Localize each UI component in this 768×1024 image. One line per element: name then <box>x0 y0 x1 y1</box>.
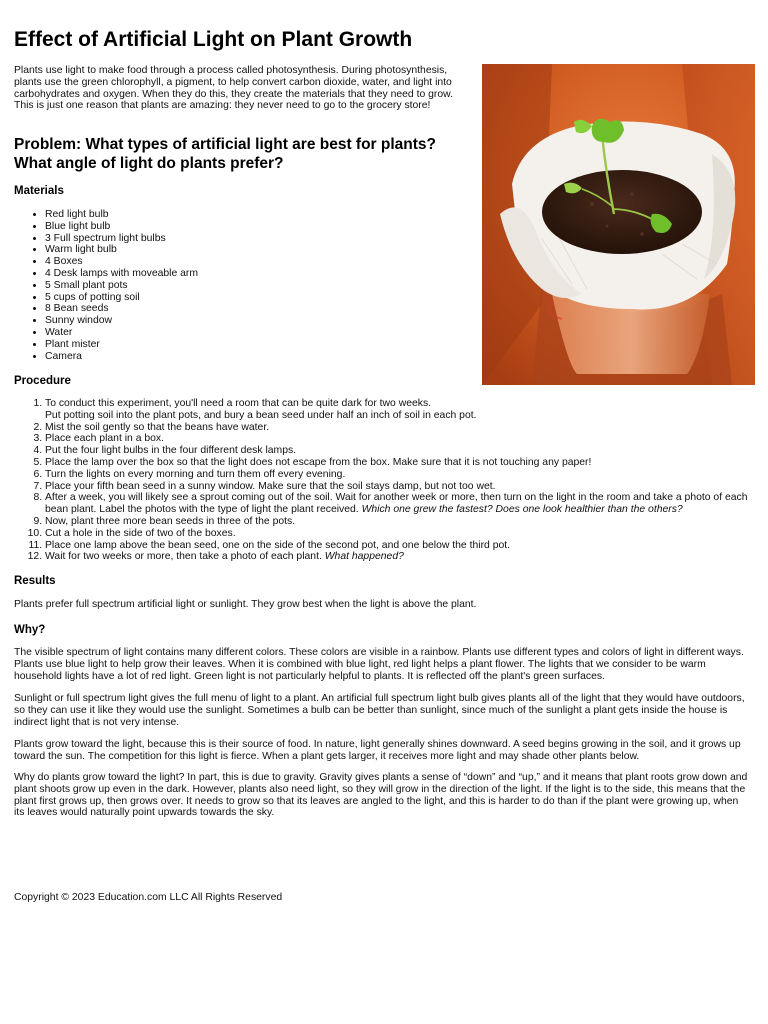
list-item: • 8 Bean seeds <box>45 303 198 315</box>
step-text: To conduct this experiment, you'll need a room that can be quite dark for two weeks. <box>45 398 432 409</box>
materials-heading: Materials <box>14 185 64 197</box>
procedure-step <box>45 528 756 540</box>
list-item: • Blue light bulb <box>45 221 198 233</box>
step-text: Place your fifth bean seed in a sunny window. Make sure that the soil stays damp, but not too wet. <box>45 480 496 492</box>
step-text: Place each plant in a box. <box>45 433 164 445</box>
procedure-step <box>45 551 756 563</box>
procedure-heading: Procedure <box>14 375 71 387</box>
why-heading: Why? <box>14 624 46 636</box>
procedure-step <box>45 492 756 516</box>
step-question: Which one grew the fastest? Does one look healthier than the others? <box>361 504 683 516</box>
step-text: Place the lamp over the box so that the light does not escape from the box. Make sure that it is not touching any paper! <box>45 456 592 468</box>
why-paragraph: Why do plants grow toward the light? In part, this is due to gravity. Gravity gives plants a sense of “down” and “up,” and it means that plant roots grow down and plant shoots grow up even in the dark. However, plants also need light, so they will grow in the direction of the light. If the light is to the side, this means that the plant first grows up, then grows over. It needs to grow so that its leaves are angled to the light, and this is harder to do than if the plant were growing up, when its leaves would naturally point upwards towards the sky. <box>14 772 748 819</box>
materials-list <box>14 209 198 362</box>
procedure-step <box>45 398 756 422</box>
step-text: Wait for two weeks or more, then take a photo of each plant. <box>45 551 325 563</box>
procedure-step <box>45 445 756 457</box>
step-text: Cut a hole in the side of two of the boxes. <box>45 527 236 539</box>
intro-paragraph: Plants use light to make food through a process called photosynthesis. During photosynthesis, plants use the green chlorophyll, a pigment, to help convert carbon dioxide, water, and light into carbohydrates and oxygen. When they do this, they create the materials that they need to grow. This is just one reason that plants are amazing: they never need to go to the grocery store! <box>14 65 453 112</box>
why-paragraph: Plants grow toward the light, because this is their source of food. In nature, light generally shines downward. A seed begins growing in the soil, and it grows up toward the sun. The competition for this light is fierce. When a plant gets larger, it receives more light and may shade other plants below. <box>14 739 741 762</box>
why-paragraph: The visible spectrum of light contains many different colors. These colors are visible in a rainbow. Plants use different types and colors of light in different ways. Plants use blue light to help grow their leaves. When it is combined with blue light, red light helps a plant flower. The lights that we consider to be warm household lights have a lot of red light. Green light is not particularly helpful to plants. It is reflected off the plant's green surfaces. <box>14 647 744 682</box>
procedure-step <box>45 516 756 528</box>
procedure-step <box>45 422 756 434</box>
copyright-notice: Copyright © 2023 Education.com LLC All Rights Reserved <box>14 892 283 903</box>
step-text: Turn the lights on every morning and turn them off every evening. <box>45 468 346 480</box>
list-item: • 4 Desk lamps with moveable arm <box>45 268 198 280</box>
procedure-step <box>45 469 756 481</box>
list-item: • Plant mister <box>45 339 198 351</box>
list-item: • Red light bulb <box>45 209 198 221</box>
seedling-in-pot-illustration <box>482 64 755 385</box>
step-question: What happened? <box>324 551 404 563</box>
why-paragraph: Sunlight or full spectrum light gives the full menu of light to a plant. An artificial full spectrum light bulb gives plants all of the light that they would have outdoors, so they can use it like they would use the sunlight. Sometimes a bulb can be better than sunlight, since much of the sunlight a plant gets inside the house is indirect light that is not very intense. <box>14 693 745 728</box>
procedure-step <box>45 540 756 552</box>
list-item: • Camera <box>45 351 198 363</box>
step-text: After a week, you will likely see a sprout coming out of the soil. Wait for another week or more, then turn on the light in the room and take a photo of each bean plant. Label the photos with the type of light the plant received. <box>45 492 748 516</box>
list-item: • Water <box>45 327 198 339</box>
list-item: • 4 Boxes <box>45 256 198 268</box>
step-text: Place one lamp above the bean seed, one on the side of the second pot, and one below the third pot. <box>45 539 511 551</box>
step-text: Now, plant three more bean seeds in three of the pots. <box>45 515 296 527</box>
list-item: • 3 Full spectrum light bulbs <box>45 233 198 245</box>
procedure-step <box>45 433 756 445</box>
list-item: • Sunny window <box>45 315 198 327</box>
page-title: Effect of Artificial Light on Plant Growth <box>14 28 413 51</box>
procedure-step <box>45 457 756 469</box>
procedure-list <box>14 398 756 563</box>
step-text: Mist the soil gently so that the beans have water. <box>45 421 270 433</box>
list-item: • 5 cups of potting soil <box>45 292 198 304</box>
list-item: • Warm light bulb <box>45 244 198 256</box>
results-paragraph: Plants prefer full spectrum artificial light or sunlight. They grow best when the light is above the plant. <box>14 599 477 610</box>
step-note: Put potting soil into the plant pots, and bury a bean seed under half an inch of soil in each pot. <box>45 409 477 421</box>
step-text: Put the four light bulbs in the four different desk lamps. <box>45 445 297 457</box>
procedure-step <box>45 481 756 493</box>
list-item: • 5 Small plant pots <box>45 280 198 292</box>
problem-heading: Problem: What types of artificial light are best for plants? What angle of light do plants prefer? <box>14 136 437 172</box>
results-heading: Results <box>14 575 56 587</box>
seedling-photo <box>482 64 755 385</box>
